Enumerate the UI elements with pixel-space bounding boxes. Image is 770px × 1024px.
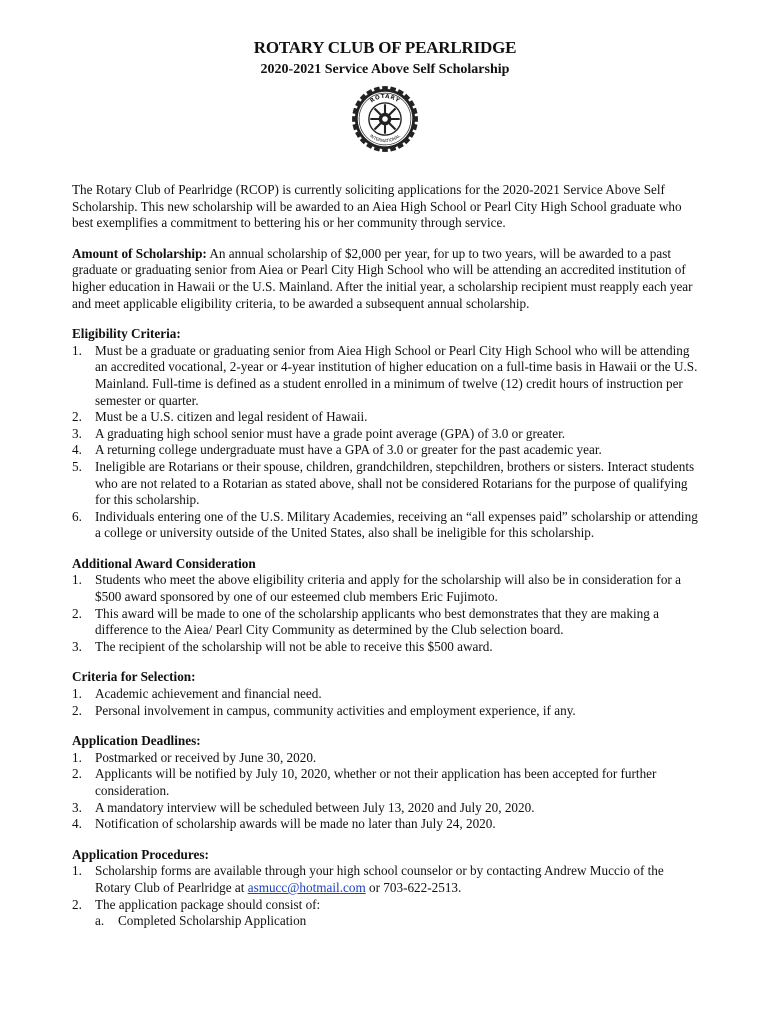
list-item-text: A mandatory interview will be scheduled between July 13, 2020 and July 20, 2020.	[95, 799, 535, 815]
amount-label: Amount of Scholarship:	[72, 245, 207, 261]
sub-list-letter: a.	[95, 913, 105, 929]
sub-list-item	[95, 913, 698, 930]
amount-text: An annual scholarship of $2,000 per year, for up to two years, will be awarded to a past graduate or graduating senior from Aiea or Pearl City High School who will be attending an accredited institution of higher education in Hawaii or the U.S. Mainland. After the initial year, a scholarship recipient must reapply each year and meet applicable eligibility criteria, to be awarded a subsequent annual scholarship.	[72, 245, 693, 311]
deadlines-section	[72, 733, 698, 833]
procedures-heading: Application Procedures:	[72, 846, 209, 862]
procedure-text-after: or 703-622-2513.	[365, 879, 462, 895]
procedures-list	[72, 863, 698, 929]
eligibility-heading: Eligibility Criteria:	[72, 326, 181, 342]
list-item	[72, 459, 698, 509]
rotary-logo	[72, 84, 698, 154]
list-item	[72, 639, 698, 656]
list-item-text: A returning college undergraduate must have a GPA of 3.0 or greater for the past academic year.	[95, 442, 602, 458]
list-item-text: Must be a U.S. citizen and legal resident of Hawaii.	[95, 409, 368, 425]
list-number: 3.	[72, 425, 82, 441]
selection-list	[72, 686, 698, 719]
rotary-wheel-icon	[350, 84, 420, 154]
list-item-text: Must be a graduate or graduating senior from Aiea High School or Pearl City High School who will be attending an accredited vocational, 2-year or 4-year institution of higher education on a full-time basis in Hawaii or the U.S. Mainland. Full-time is defined as a student enrolled in a minimum of twelve (12) credit hours of instruction per semester or quarter.	[95, 342, 698, 408]
list-item	[72, 509, 698, 542]
list-item-text: Personal involvement in campus, community activities and employment experience, if any.	[95, 702, 576, 718]
list-item-text: Postmarked or received by June 30, 2020.	[95, 749, 317, 765]
list-item-text: Individuals entering one of the U.S. Military Academies, receiving an “all expenses paid” scholarship or attending a college or university outside of the United States, also shall be ineligible for this scholarship.	[95, 508, 698, 541]
procedures-section	[72, 847, 698, 930]
selection-section	[72, 669, 698, 719]
list-number: 2.	[72, 409, 82, 425]
list-number: 3.	[72, 638, 82, 654]
list-number: 4.	[72, 442, 82, 458]
list-number: 2.	[72, 605, 82, 621]
amount-paragraph	[72, 246, 698, 312]
list-number: 1.	[72, 686, 82, 702]
list-number: 1.	[72, 863, 82, 879]
list-number: 2.	[72, 766, 82, 782]
list-item	[72, 800, 698, 817]
list-item	[72, 863, 698, 896]
list-item-text: Academic achievement and financial need.	[95, 686, 322, 702]
document-title: ROTARY CLUB OF PEARLRIDGE	[253, 38, 517, 57]
list-item	[72, 343, 698, 409]
additional-list	[72, 572, 698, 655]
eligibility-section	[72, 326, 698, 542]
list-item	[72, 409, 698, 426]
email-link[interactable]: asmucc@hotmail.com	[247, 879, 366, 895]
list-item	[72, 572, 698, 605]
list-item-text: Ineligible are Rotarians or their spouse, children, grandchildren, stepchildren, brothers or sisters. Interact students who are not related to a Rotarian as stated above, shall not be considered Rotarians for the purpose of qualifying for this scholarship.	[95, 458, 695, 508]
list-item	[72, 766, 698, 799]
document-subtitle: 2020-2021 Service Above Self Scholarship	[260, 62, 510, 77]
list-item-text: Students who meet the above eligibility criteria and apply for the scholarship will also be in consideration for a $500 award sponsored by one of our esteemed club members Eric Fujimoto.	[95, 572, 681, 605]
deadlines-heading: Application Deadlines:	[72, 733, 201, 749]
list-number: 1.	[72, 572, 82, 588]
list-number: 1.	[72, 749, 82, 765]
list-item-text: This award will be made to one of the scholarship applicants who best demonstrates that they are making a difference to the Aiea/ Pearl City Community as determined by the Club selection board.	[95, 605, 659, 638]
list-item-text: A graduating high school senior must have a grade point average (GPA) of 3.0 or greater.	[95, 425, 566, 441]
list-item-text: Notification of scholarship awards will be made no later than July 24, 2020.	[95, 816, 496, 832]
procedure-text: Scholarship forms are available through your high school counselor or by contacting Andrew Muccio of the Rotary Club of Pearlridge at	[95, 863, 664, 895]
additional-heading: Additional Award Consideration	[72, 555, 256, 571]
procedure-text: The application package should consist of:	[95, 896, 321, 912]
list-item	[72, 442, 698, 459]
list-item	[72, 606, 698, 639]
list-number: 2.	[72, 702, 82, 718]
logo-text-bottom: INTERNATIONAL	[368, 133, 402, 144]
additional-section	[72, 556, 698, 656]
selection-heading: Criteria for Selection:	[72, 669, 196, 685]
list-item-text: The recipient of the scholarship will not be able to receive this $500 award.	[95, 638, 493, 654]
sub-item-text: Completed Scholarship Application	[118, 913, 307, 929]
list-item	[72, 816, 698, 833]
eligibility-list	[72, 343, 698, 542]
list-number: 6.	[72, 508, 82, 524]
list-number: 3.	[72, 799, 82, 815]
logo-text-top: ROTARY	[369, 93, 401, 105]
intro-paragraph: The Rotary Club of Pearlridge (RCOP) is currently soliciting applications for the 2020-2021 Service Above Self Scholarship. This new scholarship will be awarded to an Aiea High School or Pearl City High School graduate who best exemplifies a commitment to bettering his or her community through service.	[72, 182, 682, 231]
deadlines-list	[72, 750, 698, 833]
list-item-text: Applicants will be notified by July 10, 2020, whether or not their application has been accepted for further consideration.	[95, 766, 657, 798]
list-number: 4.	[72, 816, 82, 832]
list-item	[72, 703, 698, 720]
list-item	[72, 750, 698, 767]
list-item	[72, 897, 698, 930]
list-item	[72, 686, 698, 703]
list-number: 5.	[72, 458, 82, 474]
list-number: 2.	[72, 896, 82, 912]
list-item	[72, 426, 698, 443]
list-number: 1.	[72, 342, 82, 358]
